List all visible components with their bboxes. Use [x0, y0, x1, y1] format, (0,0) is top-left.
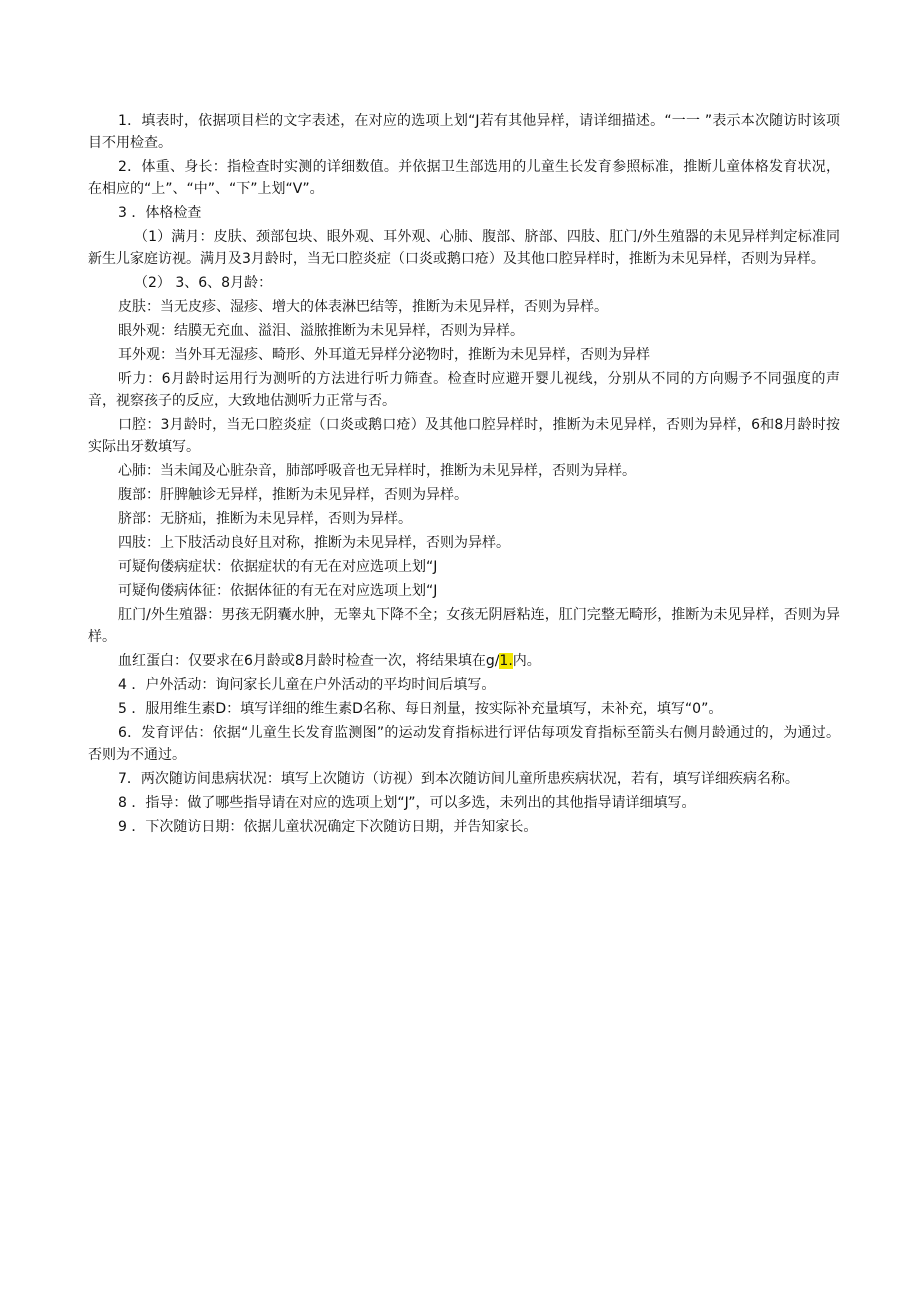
para-rickets-symptom: 可疑佝偻病症状：依据症状的有无在对应选项上划“J — [118, 559, 438, 575]
document-body — [88, 110, 840, 840]
para-hemoglobin — [88, 650, 840, 672]
para-3-2: （2） 3、6、8月龄： — [134, 275, 273, 291]
hemoglobin-text: 血红蛋白：仅要求在6月龄或8月龄时检查一次，将结果填在g/ — [118, 653, 500, 669]
para-mouth: 口腔：3月龄时，当无口腔炎症（口炎或鹅口疮）及其他口腔异样时，推断为未见异样，否则为异样，6和8月龄时按实际出牙数填写。 — [88, 417, 840, 455]
para-limbs: 四肢：上下肢活动良好且对称，推断为未见异样，否则为异样。 — [118, 535, 510, 551]
para-skin: 皮肤：当无皮疹、湿疹、增大的体表淋巴结等，推断为未见异样，否则为异样。 — [118, 299, 608, 315]
highlight-mark: 1. — [499, 653, 513, 669]
para-1: 1．填表时，依据项目栏的文字表述，在对应的选项上划“J若有其他异样，请详细描述。“一一 ”表示本次随访时该项目不用检查。 — [88, 113, 840, 151]
para-6: 6．发育评估：依据“儿童生长发育监测图”的运动发育指标进行评估每项发育指标至箭头右侧月龄通过的，为通过。否则为不通过。 — [88, 725, 840, 763]
para-eye: 眼外观：结膜无充血、溢泪、溢脓推断为未见异样，否则为异样。 — [118, 323, 524, 339]
para-abdomen: 腹部：肝脾触诊无异样，推断为未见异样，否则为异样。 — [118, 487, 468, 503]
para-3: 3 ．体格检查 — [118, 205, 202, 221]
para-4: 4 ．户外活动：询问家长儿童在户外活动的平均时间后填写。 — [118, 677, 496, 693]
para-rickets-sign: 可疑佝偻病体征：依据体征的有无在对应选项上划“J — [118, 583, 438, 599]
para-ear: 耳外观：当外耳无湿疹、畸形、外耳道无异样分泌物时，推断为未见异样，否则为异样 — [118, 347, 650, 363]
para-genital: 肛门/外生殖器：男孩无阴囊水肿，无睾丸下降不全；女孩无阴唇粘连，肛门完整无畸形，推断为未见异样，否则为异样。 — [88, 607, 840, 645]
para-heart-lung: 心肺：当未闻及心脏杂音，肺部呼吸音也无异样时，推断为未见异样，否则为异样。 — [118, 463, 636, 479]
para-5: 5 ．服用维生素D：填写详细的维生素D名称、每日剂量，按实际补充量填写，未补充，填写“0”。 — [118, 701, 723, 717]
para-hearing: 听力：6月龄时运用行为测听的方法进行听力筛查。检查时应避开婴儿视线，分别从不同的方向赐予不同强度的声音，视察孩子的反应，大致地估测听力正常与否。 — [88, 371, 840, 409]
para-7: 7．两次随访间患病状况：填写上次随访（访视）到本次随访间儿童所患疾病状况，若有，填写详细疾病名称。 — [118, 771, 799, 787]
hemoglobin-tail: 内。 — [512, 653, 541, 669]
para-3-1: （1）满月：皮肤、颈部包块、眼外观、耳外观、心肺、腹部、脐部、四肢、肛门/外生殖器的未见异样判定标准同新生儿家庭访视。满月及3月龄时，当无口腔炎症（口炎或鹅口疮）及其他口腔异样时，推断为未见异样，否则为异样。 — [88, 229, 840, 267]
para-8: 8 ．指导：做了哪些指导请在对应的选项上划“J”，可以多选，未列出的其他指导请详细填写。 — [118, 795, 696, 811]
para-9: 9 ．下次随访日期：依据儿童状况确定下次随访日期，并告知家长。 — [118, 819, 538, 835]
para-2: 2．体重、身长：指检查时实测的详细数值。并依据卫生部选用的儿童生长发育参照标准，推断儿童体格发育状况，在相应的“上”、“中”、“下”上划“V”。 — [88, 159, 840, 197]
para-navel: 脐部：无脐疝，推断为未见异样，否则为异样。 — [118, 511, 412, 527]
